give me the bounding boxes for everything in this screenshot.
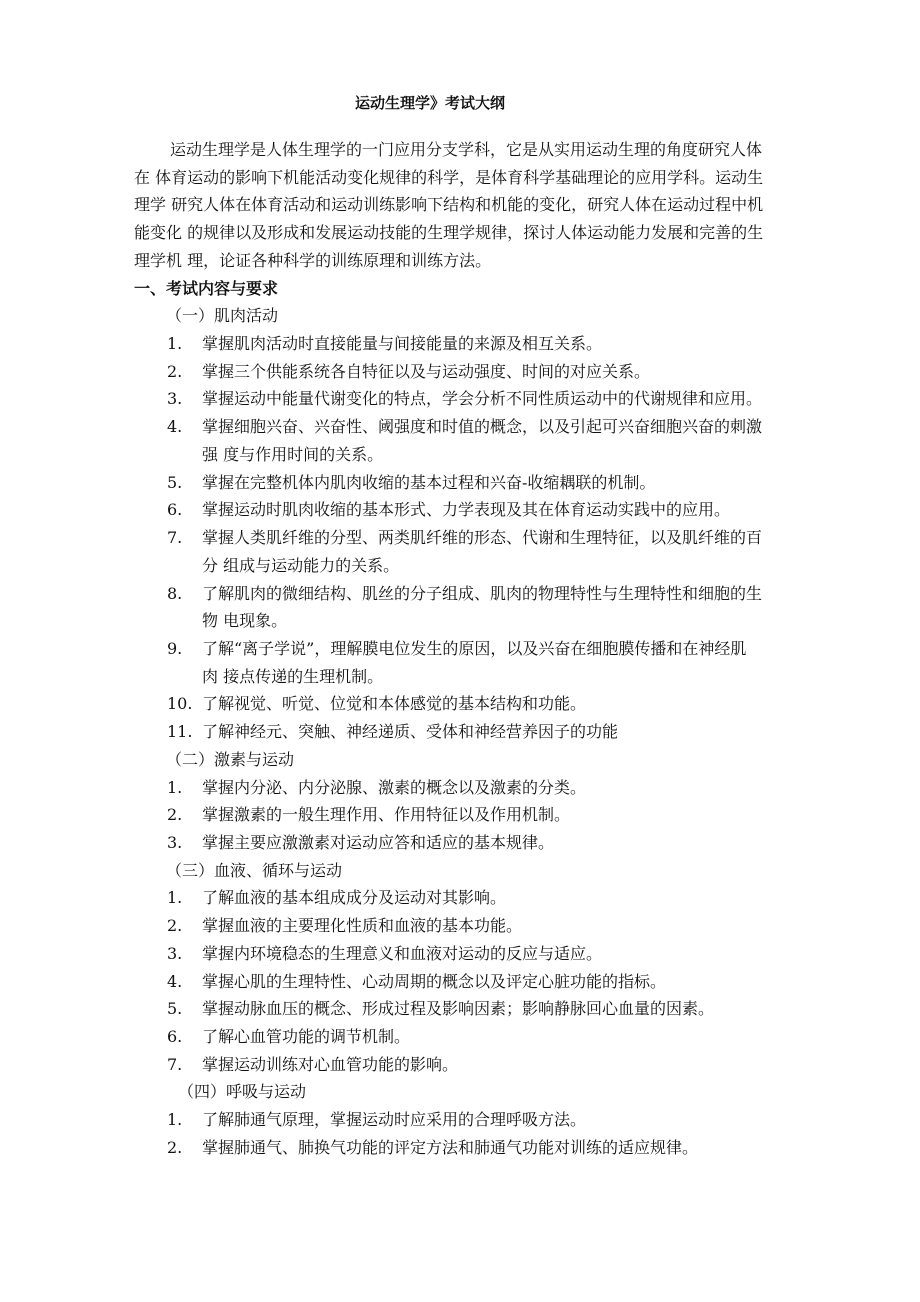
list-item: [134, 829, 814, 857]
item-text: [202, 1106, 814, 1134]
subsection-title: （一）肌肉活动: [166, 306, 279, 326]
item-number: 7.: [167, 1054, 183, 1074]
list-item: [134, 635, 814, 690]
item-text-line: 掌握运动时肌肉收缩的基本形式、力学表现及其在体育运动实践中的应用。: [202, 500, 731, 520]
item-text: [202, 385, 814, 413]
item-number: 4.: [167, 417, 183, 437]
list-item: [134, 1134, 814, 1162]
item-text-line: 了解神经元、突触、神经递质、受体和神经营养因子的功能: [202, 722, 619, 742]
item-text: [202, 358, 814, 386]
list-item: [134, 940, 814, 968]
item-number: 2.: [167, 361, 183, 381]
item-text: [202, 1134, 814, 1162]
item-text: [202, 690, 814, 718]
section-heading: 一、考试内容与要求: [134, 278, 279, 298]
item-number: 2.: [167, 1137, 183, 1157]
item-text: [202, 580, 814, 635]
item-text: [202, 774, 814, 802]
list-item: [134, 496, 814, 524]
item-number: 6.: [167, 500, 183, 520]
item-number: 6.: [167, 1027, 183, 1046]
item-number: 3.: [167, 943, 183, 963]
item-number: 10.: [167, 694, 193, 714]
item-number: 3.: [167, 832, 183, 852]
item-text: [202, 940, 814, 968]
list-item: [134, 330, 814, 358]
item-text-line: 掌握主要应激激素对运动应答和适应的基本规律。: [202, 832, 555, 852]
item-text: [202, 829, 814, 857]
item-text: [202, 413, 814, 468]
item-number: 1.: [167, 777, 183, 797]
intro-line: 理学 研究人体在体育活动和运动训练影响下结构和机能的变化，研究人体在运动过程中机: [134, 195, 764, 215]
list-item: [134, 690, 814, 718]
item-text-line: 了解肺通气原理，掌握运动时应采用的合理呼吸方法。: [202, 1110, 587, 1130]
list-item: [134, 413, 814, 468]
item-number: 2.: [167, 916, 183, 936]
list-item: [134, 718, 814, 746]
item-number: 8.: [167, 583, 183, 603]
item-number: 5.: [167, 472, 183, 492]
subsection-title: （二）激素与运动: [166, 749, 295, 769]
item-text: [202, 968, 814, 996]
item-text-line: 掌握肌肉活动时直接能量与间接能量的来源及相互关系。: [202, 334, 603, 354]
item-text-line: 掌握内环境稳态的生理意义和血液对运动的反应与适应。: [202, 943, 603, 963]
document-body: [134, 136, 814, 1162]
intro-line: 运动生理学是人体生理学的一门应用分支学科，它是从实用运动生理的角度研究人体: [170, 140, 763, 159]
list-item: [134, 801, 814, 829]
item-text: [202, 330, 814, 358]
item-text: [202, 912, 814, 940]
list-item: [134, 884, 814, 912]
section-block: [134, 302, 814, 746]
item-number: 1.: [167, 1110, 183, 1130]
subsection-title: （四）呼吸与运动: [178, 1082, 307, 1102]
item-text-line: 掌握运动中能量代谢变化的特点，学会分析不同性质运动中的代谢规律和应用。: [202, 389, 763, 409]
item-text-line: 掌握在完整机体内肌肉收缩的基本过程和兴奋-收缩耦联的机制。: [202, 472, 656, 492]
item-text-line: 强 度与作用时间的关系。: [202, 444, 384, 464]
item-text: [202, 884, 814, 912]
item-text-line: 掌握内分泌、内分泌腺、激素的概念以及激素的分类。: [202, 777, 587, 797]
item-text-line: 掌握细胞兴奋、兴奋性、阈强度和时值的概念，以及引起可兴奋细胞兴奋的刺激: [202, 417, 763, 437]
item-text: [202, 1051, 814, 1079]
item-text-line: 肉 接点传递的生理机制。: [202, 666, 384, 686]
item-text-line: 了解视觉、听觉、位觉和本体感觉的基本结构和功能。: [202, 694, 587, 714]
section-block: [134, 1078, 814, 1161]
item-text-line: 掌握心肌的生理特性、心动周期的概念以及评定心脏功能的指标。: [202, 971, 667, 991]
subsection-title: （三）血液、循环与运动: [166, 860, 343, 880]
item-text-line: 掌握运动训练对心血管功能的影响。: [202, 1054, 459, 1074]
item-text: [202, 496, 814, 524]
list-item: [134, 1106, 814, 1134]
item-number: 11.: [167, 722, 193, 742]
item-text: [202, 995, 814, 1023]
item-text: [202, 1023, 814, 1051]
item-text: [202, 801, 814, 829]
list-item: [134, 912, 814, 940]
item-text-line: 掌握人类肌纤维的分型、两类肌纤维的形态、代谢和生理特征，以及肌纤维的百: [202, 528, 763, 548]
item-text-line: 了解心血管功能的调节机制。: [202, 1027, 411, 1046]
item-text-line: 掌握动脉血压的概念、形成过程及影响因素；影响静脉回心血量的因素。: [202, 999, 715, 1019]
list-item: [134, 774, 814, 802]
item-text-line: 分 组成与运动能力的关系。: [202, 555, 400, 575]
list-item: [134, 469, 814, 497]
sections: [134, 302, 814, 1161]
list-item: [134, 1051, 814, 1079]
document-title: 运动生理学》考试大纲: [354, 94, 505, 112]
item-text-line: 掌握激素的一般生理作用、作用特征以及作用机制。: [202, 805, 571, 825]
item-text: [202, 469, 814, 497]
item-text-line: 掌握血液的主要理化性质和血液的基本功能。: [202, 916, 523, 936]
list-item: [134, 580, 814, 635]
list-item: [134, 524, 814, 579]
item-text-line: 掌握肺通气、肺换气功能的评定方法和肺通气功能对训练的适应规律。: [202, 1137, 699, 1157]
intro-line: 能变化 的规律以及形成和发展运动技能的生理学规律，探讨人体运动能力发展和完善的生: [134, 223, 764, 243]
intro-line: 理学机 理，论证各种科学的训练原理和训练方法。: [134, 250, 492, 270]
list-item: [134, 385, 814, 413]
list-item: [134, 995, 814, 1023]
item-number: 1.: [167, 334, 183, 354]
section-block: [134, 857, 814, 1079]
item-text-line: 掌握三个供能系统各自特征以及与运动强度、时间的对应关系。: [202, 361, 651, 381]
list-item: [134, 358, 814, 386]
item-number: 4.: [167, 971, 183, 991]
section-block: [134, 746, 814, 857]
item-text: [202, 718, 814, 746]
intro-line: 在 体育运动的影响下机能活动变化规律的科学，是体育科学基础理论的应用学科。运动生: [134, 167, 764, 187]
item-text-line: 了解“离子学说”，理解膜电位发生的原因，以及兴奋在细胞膜传播和在神经肌: [202, 638, 747, 658]
item-number: 3.: [167, 389, 183, 409]
item-number: 7.: [167, 528, 183, 548]
list-item: [134, 1023, 814, 1051]
item-text: [202, 524, 814, 579]
intro-paragraph: [134, 136, 814, 275]
item-number: 9.: [167, 638, 183, 658]
item-number: 2.: [167, 805, 183, 825]
item-text-line: 了解肌肉的微细结构、肌丝的分子组成、肌肉的物理特性与生理特性和细胞的生: [202, 583, 763, 603]
item-text-line: 物 电现象。: [202, 611, 288, 631]
item-number: 5.: [167, 999, 183, 1019]
item-text-line: 了解血液的基本组成成分及运动对其影响。: [202, 888, 507, 908]
item-text: [202, 635, 814, 690]
list-item: [134, 968, 814, 996]
item-number: 1.: [167, 888, 183, 908]
